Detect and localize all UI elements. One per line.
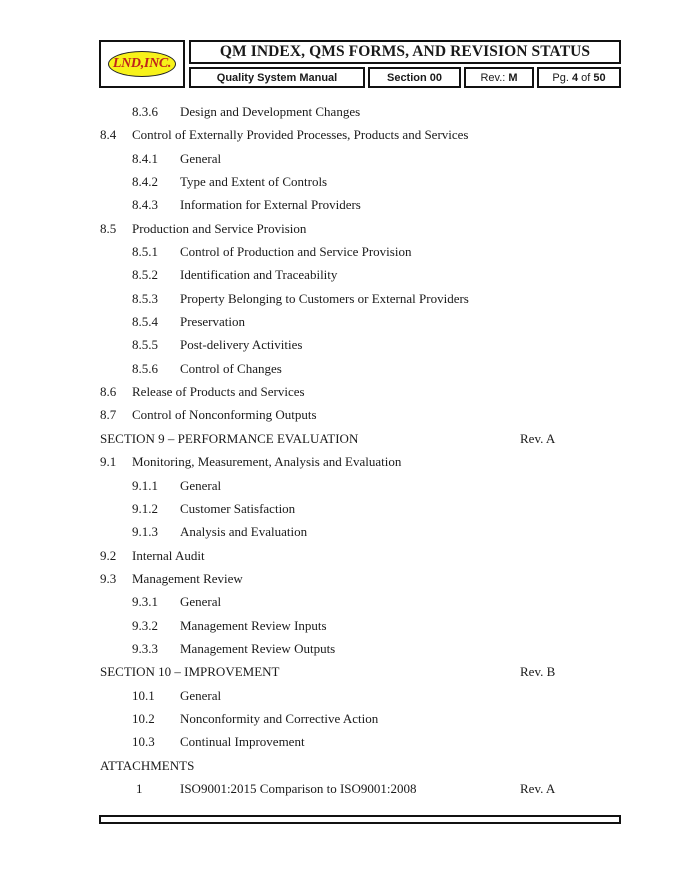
toc-entry-number: 9.3.1 — [132, 594, 158, 610]
toc-entry-number: 8.5.6 — [132, 360, 158, 376]
toc-entry-title: Type and Extent of Controls — [180, 174, 328, 190]
toc-entry-number: 10.1 — [132, 687, 155, 703]
toc-entry — [0, 357, 680, 380]
toc-entry — [0, 310, 680, 333]
toc-entry — [0, 614, 680, 637]
toc-entry-number: 9.1.1 — [132, 477, 158, 493]
toc-entry-title: General — [180, 594, 222, 610]
toc-entry-number: 8.7 — [100, 407, 117, 423]
toc-entry-number: 8.5.4 — [132, 314, 158, 330]
toc-entry — [0, 217, 680, 240]
table-of-contents — [0, 100, 680, 800]
toc-entry — [0, 590, 680, 613]
company-logo — [108, 51, 176, 77]
toc-entry-title: General — [180, 150, 222, 166]
page-total: 50 — [593, 71, 606, 84]
toc-entry — [0, 777, 680, 800]
toc-entry-number: 9.1.3 — [132, 524, 158, 540]
company-logo-box — [99, 40, 185, 88]
toc-entry-title: Nonconformity and Corrective Action — [180, 710, 379, 726]
toc-entry — [0, 567, 680, 590]
toc-entry-title: Preservation — [180, 314, 245, 330]
toc-section-heading — [0, 660, 680, 683]
section-number: Section 00 — [368, 67, 461, 88]
toc-section-heading — [0, 427, 680, 450]
toc-entry — [0, 450, 680, 473]
toc-entry-title: Control of Changes — [180, 360, 282, 376]
toc-entry — [0, 544, 680, 567]
toc-entry-number: 9.2 — [100, 547, 117, 563]
toc-entry-title: ISO9001:2015 Comparison to ISO9001:2008 — [180, 780, 417, 796]
toc-entry-title: Post-delivery Activities — [180, 337, 303, 353]
toc-entry — [0, 707, 680, 730]
toc-entry-number: 9.1 — [100, 454, 117, 470]
document-title: QM INDEX, QMS FORMS, AND REVISION STATUS — [189, 40, 621, 64]
revision-value: M — [508, 71, 518, 84]
toc-entry-number: 8.4 — [100, 127, 117, 143]
toc-entry-number: 10.3 — [132, 734, 155, 750]
toc-entry-number: 8.5.2 — [132, 267, 158, 283]
toc-entry-title: Release of Products and Services — [132, 384, 305, 400]
toc-entry-title: Control of Nonconforming Outputs — [132, 407, 317, 423]
toc-entry-number: 1 — [136, 780, 143, 796]
toc-entry — [0, 497, 680, 520]
toc-entry — [0, 147, 680, 170]
toc-entry — [0, 730, 680, 753]
toc-entry — [0, 474, 680, 497]
toc-entry-number: 9.3 — [100, 570, 117, 586]
toc-entry-title: General — [180, 477, 222, 493]
toc-entry — [0, 123, 680, 146]
toc-entry — [0, 684, 680, 707]
toc-entry — [0, 287, 680, 310]
toc-revision: Rev. B — [520, 664, 556, 680]
toc-entry — [0, 403, 680, 426]
page-prefix: Pg. — [552, 71, 569, 84]
toc-entry-title: Production and Service Provision — [132, 220, 307, 236]
manual-name: Quality System Manual — [189, 67, 365, 88]
toc-entry-title: Control of Externally Provided Processes, Products and Services — [132, 127, 469, 143]
toc-entry-number: 8.6 — [100, 384, 117, 400]
toc-entry-number: 8.3.6 — [132, 104, 158, 119]
toc-entry — [0, 380, 680, 403]
toc-revision: Rev. A — [520, 780, 556, 796]
toc-entry-title: Management Review — [132, 570, 243, 586]
toc-entry-number: 8.4.1 — [132, 150, 158, 166]
toc-section-heading — [0, 754, 680, 777]
toc-entry — [0, 240, 680, 263]
toc-entry-title: Management Review Inputs — [180, 617, 327, 633]
toc-entry-number: 9.3.2 — [132, 617, 158, 633]
toc-entry-title: Identification and Traceability — [180, 267, 338, 283]
toc-entry-title: Monitoring, Measurement, Analysis and Evaluation — [132, 454, 402, 470]
toc-entry-title: General — [180, 687, 222, 703]
page-of: of — [581, 71, 591, 84]
page-current: 4 — [571, 71, 579, 84]
logo-text: LND,INC. — [112, 56, 172, 71]
footer-bar — [99, 815, 621, 824]
toc-entry-title: Property Belonging to Customers or External Providers — [180, 290, 469, 306]
toc-entry-title: Management Review Outputs — [180, 640, 336, 656]
page-number — [537, 67, 621, 88]
toc-entry-number: 9.1.2 — [132, 500, 158, 516]
toc-revision: Rev. A — [520, 430, 556, 446]
toc-entry-title: Information for External Providers — [180, 197, 361, 213]
toc-entry-title: Analysis and Evaluation — [180, 524, 308, 540]
toc-entry-title: Design and Development Changes — [180, 104, 361, 119]
toc-entry-number: 8.4.3 — [132, 197, 158, 213]
toc-entry — [0, 520, 680, 543]
toc-entry-number: 8.5.3 — [132, 290, 158, 306]
revision-status — [464, 67, 534, 88]
toc-entry — [0, 637, 680, 660]
toc-entry — [0, 263, 680, 286]
toc-entry-title: ATTACHMENTS — [100, 757, 195, 773]
toc-entry-number: 8.5 — [100, 220, 117, 236]
toc-entry-title: SECTION 9 – PERFORMANCE EVALUATION — [100, 430, 359, 446]
toc-entry-number: 8.4.2 — [132, 174, 158, 190]
revision-label: Rev.: — [480, 71, 506, 84]
toc-entry-title: Internal Audit — [132, 547, 205, 563]
toc-entry-number: 9.3.3 — [132, 640, 158, 656]
toc-entry-title: Customer Satisfaction — [180, 500, 296, 516]
toc-entry-title: Control of Production and Service Provision — [180, 244, 412, 260]
toc-entry — [0, 100, 680, 123]
toc-entry-number: 8.5.5 — [132, 337, 158, 353]
toc-entry-number: 10.2 — [132, 710, 155, 726]
toc-entry-title: SECTION 10 – IMPROVEMENT — [100, 664, 280, 680]
toc-entry-title: Continual Improvement — [180, 734, 305, 750]
toc-entry — [0, 333, 680, 356]
toc-entry-number: 8.5.1 — [132, 244, 158, 260]
toc-entry — [0, 193, 680, 216]
toc-entry — [0, 170, 680, 193]
